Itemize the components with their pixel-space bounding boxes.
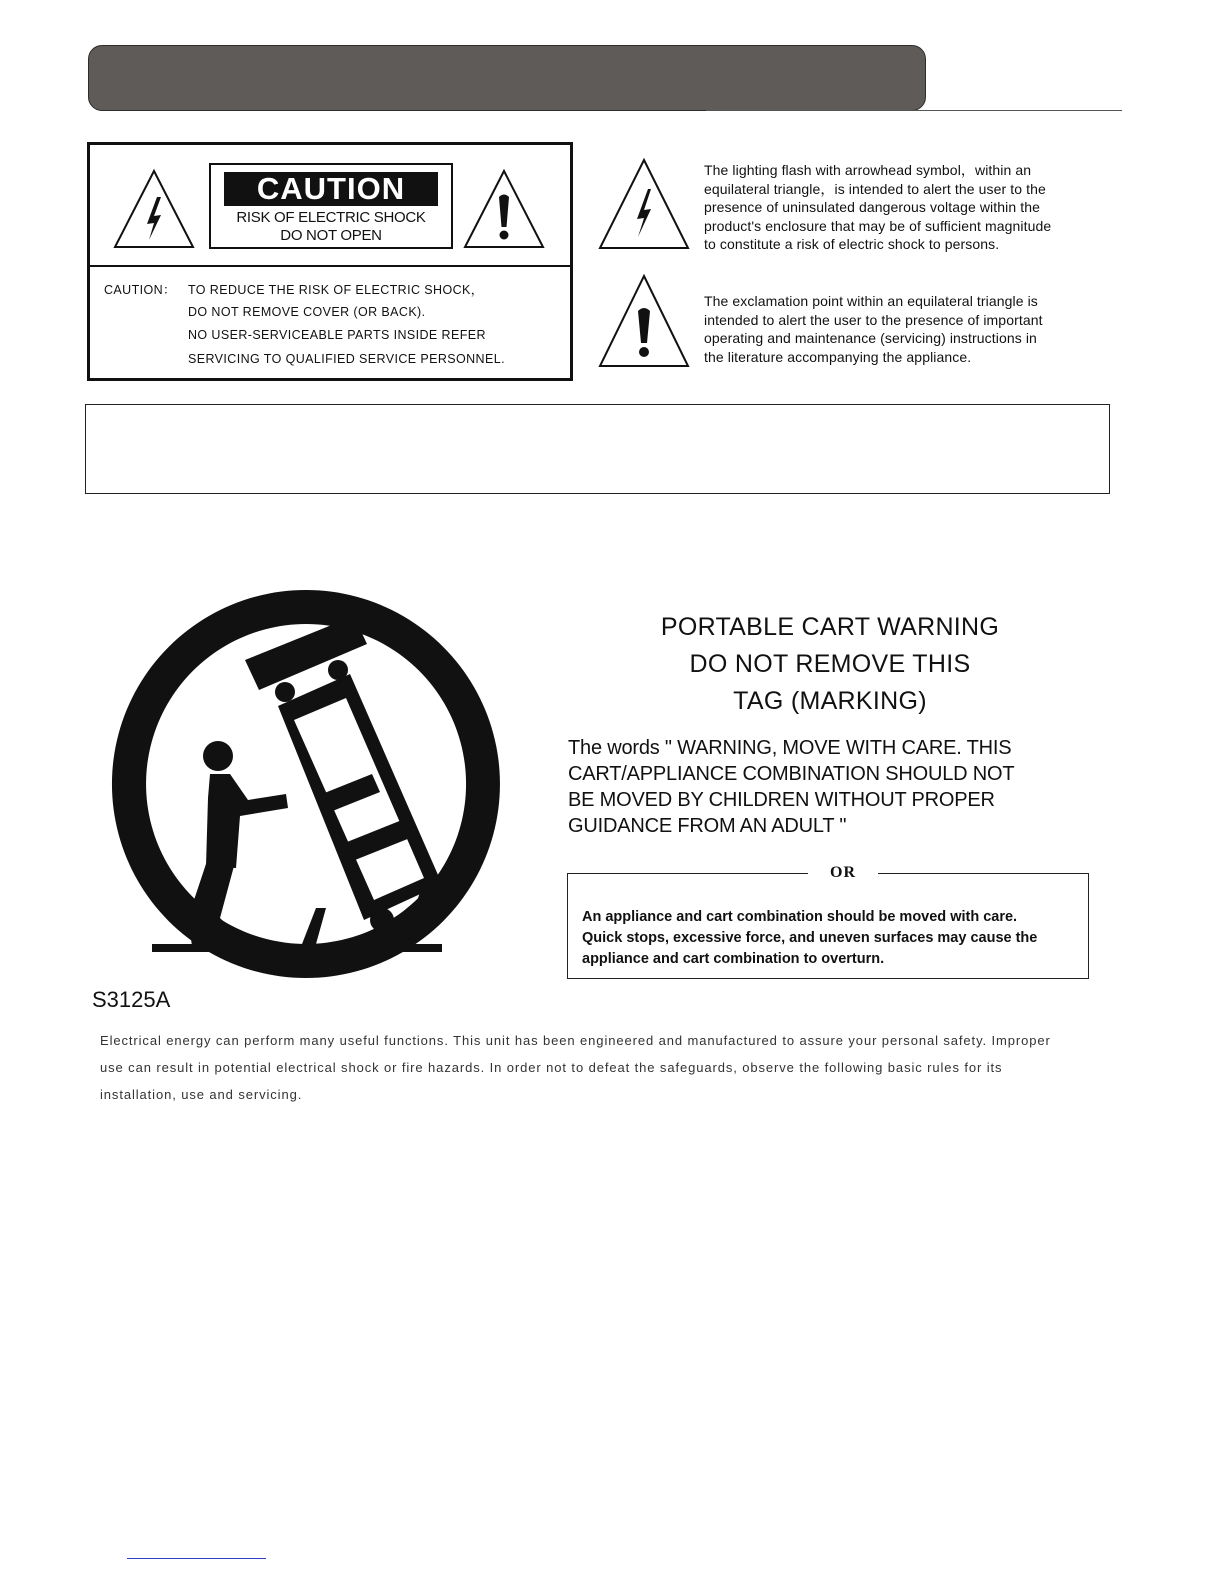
description-line: intended to alert the user to the presence of important [704, 311, 1043, 328]
intro-line: installation, use and servicing. [100, 1087, 303, 1102]
lightning-triangle-icon [112, 167, 196, 251]
description-line: The exclamation point within an equilateral triangle is [704, 293, 1038, 309]
risk-line: RISK OF ELECTRIC SHOCK [236, 209, 426, 226]
description-line: presence of uninsulated dangerous voltage within the [704, 199, 1040, 215]
caution-prefix: CAUTION： [104, 283, 176, 297]
empty-notice-box [85, 404, 1110, 494]
alternative-line: Quick stops, excessive force, and uneven surfaces may cause the [582, 930, 1038, 946]
lightning-triangle-icon [598, 157, 690, 251]
description-line: operating and maintenance (servicing) instructions in [704, 330, 1037, 346]
lightning-symbol-description [704, 161, 1051, 254]
description-line: the literature accompanying the appliance. [704, 348, 972, 365]
alternative-line: appliance and cart combination to overturn. [582, 951, 885, 967]
caution-title: CAUTION [224, 172, 438, 206]
intro-line: use can result in potential electrical shock or fire hazards. In order not to defeat the safeguards, observe the following basic rules for its [100, 1060, 1003, 1075]
description-line: to constitute a risk of electric shock to persons. [704, 236, 1000, 252]
description-line: equilateral triangle，is intended to alert the user to the [704, 180, 1046, 197]
exclamation-symbol-description [704, 292, 1043, 366]
no-cart-tipping-pictogram [110, 588, 502, 980]
intro-line: Electrical energy can perform many useful functions. This unit has been engineered and manufactured to assure your personal safety. Improper [100, 1033, 1051, 1048]
footer-link-underline[interactable] [127, 1558, 266, 1559]
cart-warning-heading: PORTABLE CART WARNING [660, 613, 1000, 641]
description-line: product's enclosure that may be of sufficient magnitude [704, 217, 1052, 234]
words-line: The words " WARNING, MOVE WITH CARE. THIS [568, 737, 1012, 759]
risk-line: DO NOT OPEN [280, 227, 382, 244]
caution-line: SERVICING TO QUALIFIED SERVICE PERSONNEL. [188, 352, 505, 366]
exclamation-triangle-icon [598, 273, 690, 369]
caution-line: NO USER-SERVICEABLE PARTS INSIDE REFER [188, 328, 486, 342]
caution-center-panel [209, 163, 453, 249]
cart-warning-heading: TAG (MARKING) [733, 687, 927, 715]
model-code: S3125A [92, 987, 171, 1012]
caution-label-box [87, 142, 573, 381]
header-rule [706, 110, 1122, 111]
alternative-warning-text [582, 907, 1037, 970]
or-label: OR [808, 864, 878, 882]
alternative-line: An appliance and cart combination should be moved with care. [582, 909, 1018, 925]
caution-divider [90, 265, 570, 267]
words-line: GUIDANCE FROM AN ADULT " [568, 815, 847, 837]
cart-warning-words [568, 735, 1014, 839]
description-line: The lighting flash with arrowhead symbol，within an [704, 162, 1032, 178]
words-line: CART/APPLIANCE COMBINATION SHOULD NOT [568, 763, 1015, 785]
cart-warning-heading: DO NOT REMOVE THIS [689, 650, 971, 678]
or-alternative-box [567, 864, 1089, 979]
section-header-bar [88, 45, 926, 111]
caution-line: TO REDUCE THE RISK OF ELECTRIC SHOCK， [188, 283, 484, 297]
exclamation-triangle-icon [462, 167, 546, 251]
words-line: BE MOVED BY CHILDREN WITHOUT PROPER [568, 789, 995, 811]
caution-line: DO NOT REMOVE COVER (OR BACK). [188, 305, 426, 319]
